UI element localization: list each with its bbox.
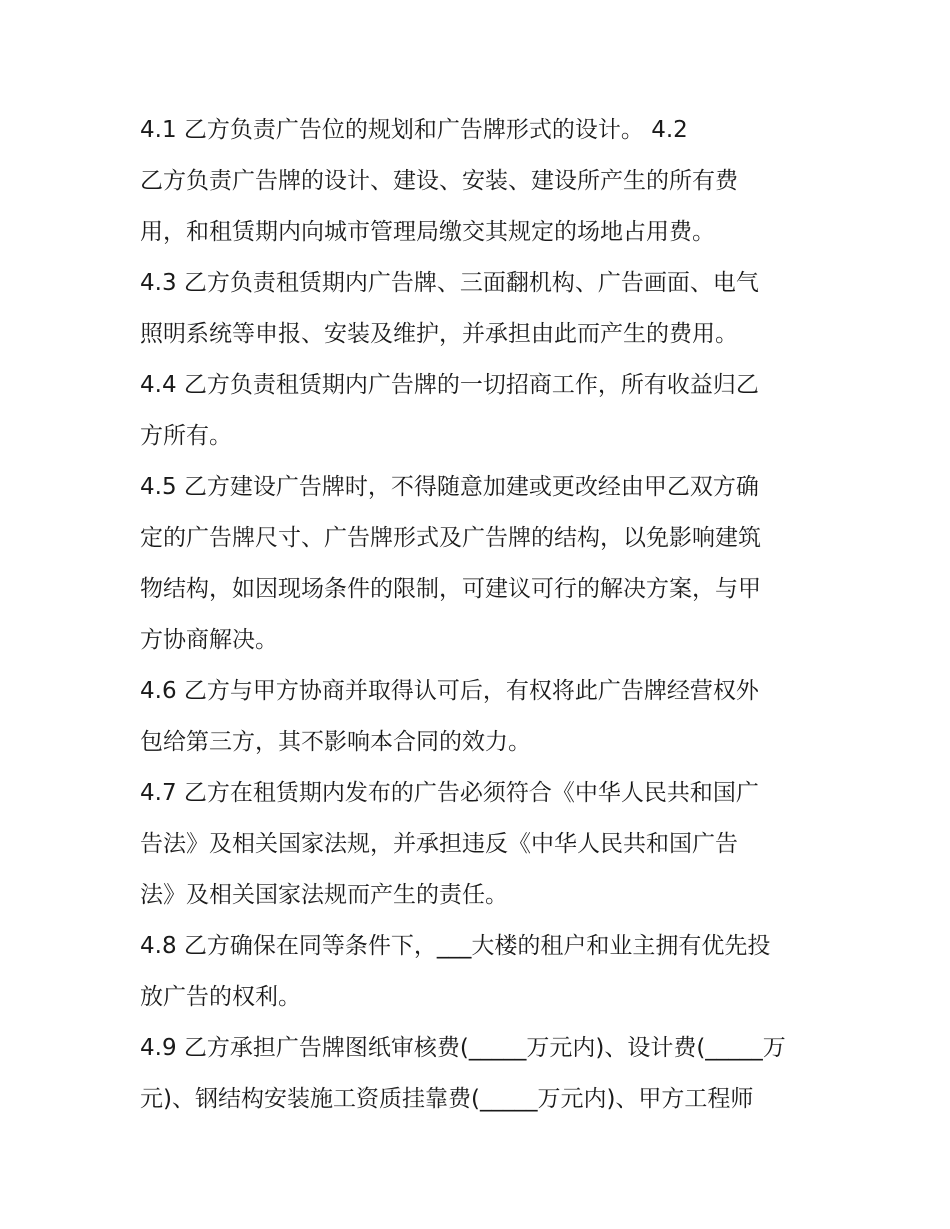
text-line: 4.9 乙方承担广告牌图纸审核费(_____万元内)、设计费(_____万 bbox=[140, 1035, 786, 1061]
text-line: 方所有。 bbox=[140, 423, 232, 449]
text-line: 告法》及相关国家法规，并承担违反《中华人民共和国广告 bbox=[140, 831, 738, 857]
text-line: 4.8 乙方确保在同等条件下，___大楼的租户和业主拥有优先投 bbox=[140, 933, 771, 959]
text-line: 4.6 乙方与甲方协商并取得认可后，有权将此广告牌经营权外 bbox=[140, 678, 759, 704]
text-line: 用，和租赁期内向城市管理局缴交其规定的场地占用费。 bbox=[140, 219, 715, 245]
text-line: 包给第三方，其不影响本合同的效力。 bbox=[140, 729, 531, 755]
text-line: 照明系统等申报、安装及维护，并承担由此而产生的费用。 bbox=[140, 321, 738, 347]
text-line: 元)、钢结构安装施工资质挂靠费(_____万元内)、甲方工程师 bbox=[140, 1086, 754, 1112]
text-line: 定的广告牌尺寸、广告牌形式及广告牌的结构，以免影响建筑 bbox=[140, 525, 761, 551]
text-line: 4.3 乙方负责租赁期内广告牌、三面翻机构、广告画面、电气 bbox=[140, 270, 759, 296]
text-line: 放广告的权利。 bbox=[140, 984, 301, 1010]
text-line: 4.7 乙方在租赁期内发布的广告必须符合《中华人民共和国广 bbox=[140, 780, 759, 806]
text-line: 4.1 乙方负责广告位的规划和广告牌形式的设计。 4.2 bbox=[140, 117, 688, 143]
text-line: 乙方负责广告牌的设计、建设、安装、建设所产生的所有费 bbox=[140, 168, 738, 194]
text-line: 4.4 乙方负责租赁期内广告牌的一切招商工作，所有收益归乙 bbox=[140, 372, 759, 398]
text-line: 方协商解决。 bbox=[140, 627, 278, 653]
text-line: 物结构，如因现场条件的限制，可建议可行的解决方案，与甲 bbox=[140, 576, 761, 602]
contract-clauses bbox=[140, 110, 820, 1130]
text-line: 4.5 乙方建设广告牌时，不得随意加建或更改经由甲乙双方确 bbox=[140, 474, 759, 500]
text-line: 法》及相关国家法规而产生的责任。 bbox=[140, 882, 508, 908]
